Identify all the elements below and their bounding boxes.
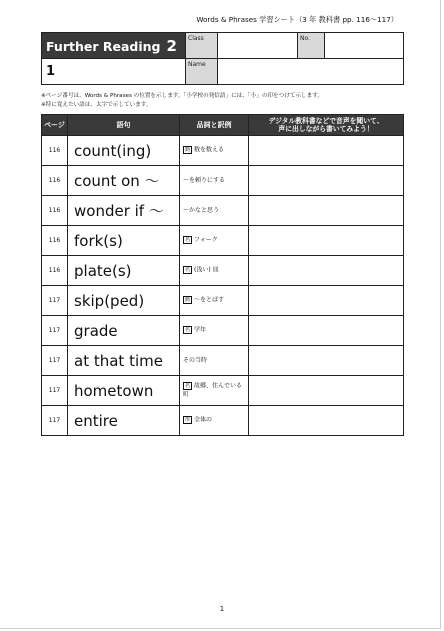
row-meaning: 学年 <box>194 326 207 334</box>
row-word: count(ing) <box>68 136 180 166</box>
row-pos <box>180 166 249 196</box>
row-word: at that time <box>68 346 180 376</box>
no-label: No. <box>298 33 325 59</box>
row-word: hometown <box>68 376 180 406</box>
no-field[interactable] <box>325 33 404 59</box>
table-row <box>42 406 404 436</box>
row-word: fork(s) <box>68 226 180 256</box>
row-meaning: 数を数える <box>194 146 225 154</box>
row-page: 116 <box>42 226 68 256</box>
table-row <box>42 376 404 406</box>
row-pos <box>180 346 249 376</box>
lesson-number: 1 <box>42 59 186 85</box>
row-pos <box>180 286 249 316</box>
header-page: ページ <box>42 115 68 136</box>
writing-space[interactable] <box>249 166 404 196</box>
pos-mark: 形 <box>185 417 191 424</box>
class-label: Class <box>186 33 218 59</box>
row-word: skip(ped) <box>68 286 180 316</box>
header-digital-line: デジタル教科書などで音声を聞いて、 <box>268 117 384 125</box>
row-word: count on 〜 <box>68 166 180 196</box>
row-meaning: 〜かなと思う <box>183 206 220 214</box>
table-row <box>42 316 404 346</box>
header-digital <box>249 115 404 136</box>
header-phrase: 語句 <box>68 115 180 136</box>
notes <box>41 92 323 110</box>
row-meaning: 〜をとばす <box>194 296 225 304</box>
writing-space[interactable] <box>249 346 404 376</box>
note-line: ※ページ番号は、Words & Phrases の位置を示します。「小学校の発信語」には、「小」の印をつけて示します。 <box>41 93 323 99</box>
row-meaning: フォーク <box>194 236 218 244</box>
pos-mark: 名 <box>185 327 191 334</box>
row-word: wonder if 〜 <box>68 196 180 226</box>
row-pos <box>180 256 249 286</box>
table-row <box>42 136 404 166</box>
row-page: 117 <box>42 406 68 436</box>
worksheet-title <box>42 33 186 59</box>
title-box <box>41 32 404 85</box>
row-page: 117 <box>42 346 68 376</box>
row-page: 117 <box>42 376 68 406</box>
writing-space[interactable] <box>249 136 404 166</box>
writing-space[interactable] <box>249 376 404 406</box>
row-page: 117 <box>42 316 68 346</box>
row-pos <box>180 316 249 346</box>
row-page: 116 <box>42 196 68 226</box>
row-meaning: (浅い) 皿 <box>194 266 219 274</box>
row-pos <box>180 226 249 256</box>
class-field[interactable] <box>218 33 298 59</box>
row-page: 116 <box>42 166 68 196</box>
writing-space[interactable] <box>249 256 404 286</box>
row-pos <box>180 196 249 226</box>
table-row <box>42 226 404 256</box>
table-row <box>42 286 404 316</box>
row-page: 116 <box>42 136 68 166</box>
row-meaning: その当時 <box>183 356 208 364</box>
pos-mark: 名 <box>185 383 191 390</box>
writing-space[interactable] <box>249 406 404 436</box>
writing-space[interactable] <box>249 286 404 316</box>
row-pos <box>180 136 249 166</box>
writing-space[interactable] <box>249 196 404 226</box>
pos-mark: 動 <box>185 297 191 304</box>
pos-mark: 名 <box>185 267 191 274</box>
title-number: 2 <box>166 36 177 55</box>
vocabulary-table <box>41 114 404 436</box>
row-meaning: 故郷、住んでいる町 <box>183 382 243 398</box>
row-page: 117 <box>42 286 68 316</box>
header-digital-line: 声に出しながら書いてみよう！ <box>278 125 374 133</box>
header-pos: 品詞と訳例 <box>180 115 249 136</box>
row-pos <box>180 376 249 406</box>
pos-mark: 名 <box>185 237 191 244</box>
row-page: 116 <box>42 256 68 286</box>
row-word: grade <box>68 316 180 346</box>
row-pos <box>180 406 249 436</box>
table-row <box>42 196 404 226</box>
document-header: Words & Phrases 学習シート（3 年 教科書 pp. 116～117） <box>196 15 398 24</box>
title-text: Further Reading <box>46 38 161 54</box>
note-line: ※特に覚えたい語は、太字で示しています。 <box>41 102 152 108</box>
table-row <box>42 346 404 376</box>
row-meaning: 〜を頼りにする <box>183 176 226 184</box>
row-word: plate(s) <box>68 256 180 286</box>
page-number: 1 <box>219 605 225 613</box>
row-meaning: 全体の <box>194 416 213 424</box>
table-row <box>42 166 404 196</box>
pos-mark: 動 <box>185 147 191 154</box>
name-label: Name <box>186 59 218 85</box>
table-row <box>42 256 404 286</box>
writing-space[interactable] <box>249 226 404 256</box>
row-word: entire <box>68 406 180 436</box>
name-field[interactable] <box>218 59 404 85</box>
writing-space[interactable] <box>249 316 404 346</box>
